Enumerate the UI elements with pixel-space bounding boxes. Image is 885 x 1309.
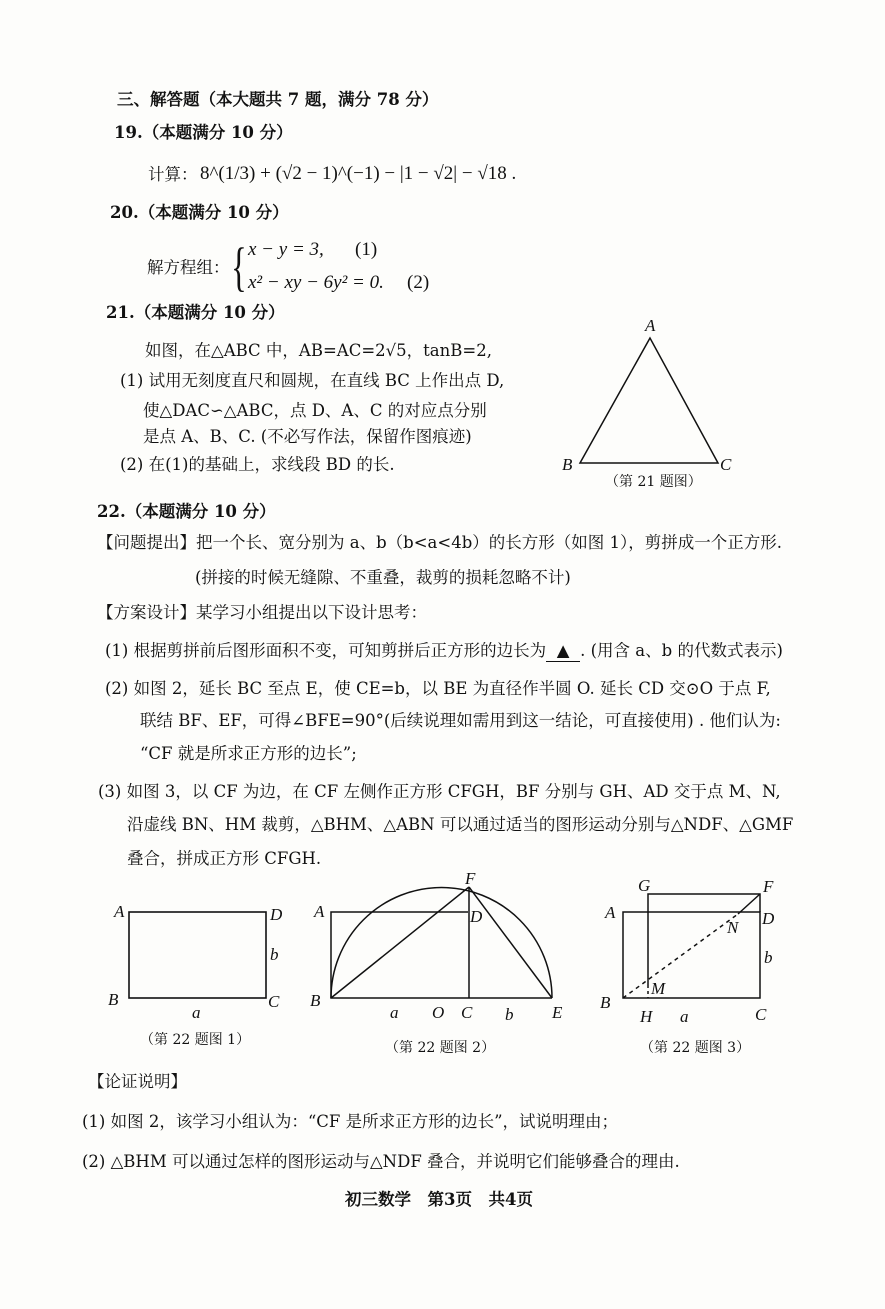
- answer-blank: ▲: [546, 641, 580, 662]
- dashed-bn: [623, 914, 738, 998]
- q19-prompt: 计算：: [148, 165, 198, 184]
- segment-nf: [738, 894, 760, 914]
- label-O: O: [432, 1003, 445, 1022]
- label-F: F: [465, 869, 476, 888]
- q22-proof-title: 【论证说明】: [88, 1072, 187, 1091]
- label-A: A: [605, 903, 616, 922]
- label-A: A: [645, 316, 656, 335]
- label-H: H: [640, 1007, 653, 1026]
- q21-line: (2) 在(1)的基础上，求线段 BD 的长.: [120, 455, 395, 474]
- triangle-abc: [580, 338, 718, 463]
- q20-eq1-number: (1): [355, 239, 378, 260]
- q20-eq1: x − y = 3,: [248, 239, 324, 260]
- label-N: N: [727, 918, 739, 937]
- q22-design: 【方案设计】某学习小组提出以下设计思考：: [97, 603, 427, 622]
- label-D: D: [762, 909, 775, 928]
- label-C: C: [461, 1003, 473, 1022]
- label-C: C: [755, 1005, 767, 1024]
- system-brace: {: [231, 237, 247, 297]
- label-A: A: [314, 902, 325, 921]
- q21-line: 使△DAC∽△ABC，点 D、A、C 的对应点分别: [143, 401, 487, 420]
- label-B: B: [108, 990, 119, 1009]
- segment-bf: [331, 887, 469, 998]
- label-a: a: [192, 1003, 201, 1022]
- label-D: D: [470, 907, 483, 926]
- design-text: (1) 根据剪拼前后图形面积不变，可知剪拼后正方形的边长为: [105, 641, 547, 660]
- q20-prompt: 解方程组：: [147, 258, 230, 277]
- q22-design-line: 联结 BF、EF，可得∠BFE=90°(后续说理如需用到这一结论，可直接使用) . 他们认为:: [140, 711, 781, 730]
- figure-caption: （第 22 题图 2）: [385, 1040, 496, 1056]
- q22-problem-note: (拼接的时候无缝隙、不重叠，裁剪的损耗忽略不计): [195, 568, 571, 587]
- label-b: b: [505, 1005, 514, 1024]
- label-B: B: [562, 455, 573, 474]
- q22-header: 22.（本题满分 10 分）: [97, 502, 276, 521]
- rectangle-and-line: [331, 912, 552, 998]
- label-a: a: [390, 1003, 399, 1022]
- segment-fe: [469, 887, 552, 998]
- label-b: b: [270, 945, 279, 964]
- q22-design-line: (2) 如图 2，延长 BC 至点 E，使 CE=b，以 BE 为直径作半圆 O. 延长 CD 交⊙O 于点 F,: [105, 679, 771, 698]
- figure-caption: （第 22 题图 3）: [640, 1040, 751, 1056]
- q19-expression: 8^(1/3) + (√2 − 1)^(−1) − |1 − √2| − √18 .: [200, 163, 517, 184]
- q21-line: 如图，在△ABC 中，AB=AC=2√5，tanB=2,: [145, 341, 492, 360]
- page-footer: 初三数学 第3页 共4页: [345, 1190, 533, 1209]
- q21-triangle-figure: [562, 316, 732, 490]
- label-a: a: [680, 1007, 689, 1026]
- q22-design-line: (3) 如图 3，以 CF 为边，在 CF 左侧作正方形 CFGH，BF 分别与 GH、AD 交于点 M、N,: [98, 782, 781, 801]
- q22-design-line-1: [105, 641, 783, 662]
- label-C: C: [720, 455, 732, 474]
- label-D: D: [270, 905, 283, 924]
- label-E: E: [552, 1003, 563, 1022]
- q21-line: (1) 试用无刻度直尺和圆规，在直线 BC 上作出点 D,: [120, 371, 505, 390]
- rectangle-abcd: [129, 912, 266, 998]
- label-B: B: [310, 991, 321, 1010]
- q21-header: 21.（本题满分 10 分）: [106, 303, 285, 322]
- q22-figure-2: [331, 887, 552, 998]
- design-text: . (用含 a、b 的代数式表示): [580, 641, 783, 660]
- label-F: F: [763, 877, 774, 896]
- q22-figure-3: [623, 894, 760, 998]
- q22-figure-3-labels: [600, 876, 775, 1056]
- label-b: b: [764, 948, 773, 967]
- q20-eq2: x² − xy − 6y² = 0.: [248, 272, 384, 293]
- section-title: 三、解答题（本大题共 7 题，满分 78 分）: [117, 90, 439, 109]
- q21-line: 是点 A、B、C. (不必写作法，保留作图痕迹): [143, 427, 472, 446]
- rectangle-abcd: [623, 912, 760, 998]
- figure-caption: （第 22 题图 1）: [140, 1032, 251, 1048]
- figure-caption: （第 21 题图）: [605, 474, 702, 490]
- q22-proof-line: (1) 如图 2，该学习小组认为：“CF 是所求正方形的边长”，试说明理由；: [82, 1112, 619, 1131]
- q22-design-line: 叠合，拼成正方形 CFGH.: [127, 849, 322, 868]
- label-C: C: [268, 992, 280, 1011]
- q19-header: 19.（本题满分 10 分）: [114, 123, 293, 142]
- label-B: B: [600, 993, 611, 1012]
- label-M: M: [651, 979, 666, 998]
- q22-proof-line: (2) △BHM 可以通过怎样的图形运动与△NDF 叠合，并说明它们能够叠合的理由.: [82, 1152, 680, 1171]
- q22-design-line: “CF 就是所求正方形的边长”;: [140, 744, 357, 763]
- q20-eq2-number: (2): [407, 272, 430, 293]
- q20-header: 20.（本题满分 10 分）: [110, 203, 289, 222]
- semicircle-o: [331, 888, 552, 999]
- label-A: A: [114, 902, 125, 921]
- label-G: G: [638, 876, 651, 895]
- q22-problem: 【问题提出】把一个长、宽分别为 a、b（b<a<4b）的长方形（如图 1），剪拼成一个正方形.: [97, 533, 782, 552]
- q22-design-line: 沿虚线 BN、HM 裁剪，△BHM、△ABN 可以通过适当的图形运动分别与△NDF、△GMF: [127, 815, 794, 834]
- q22-figure-1: [108, 902, 283, 1048]
